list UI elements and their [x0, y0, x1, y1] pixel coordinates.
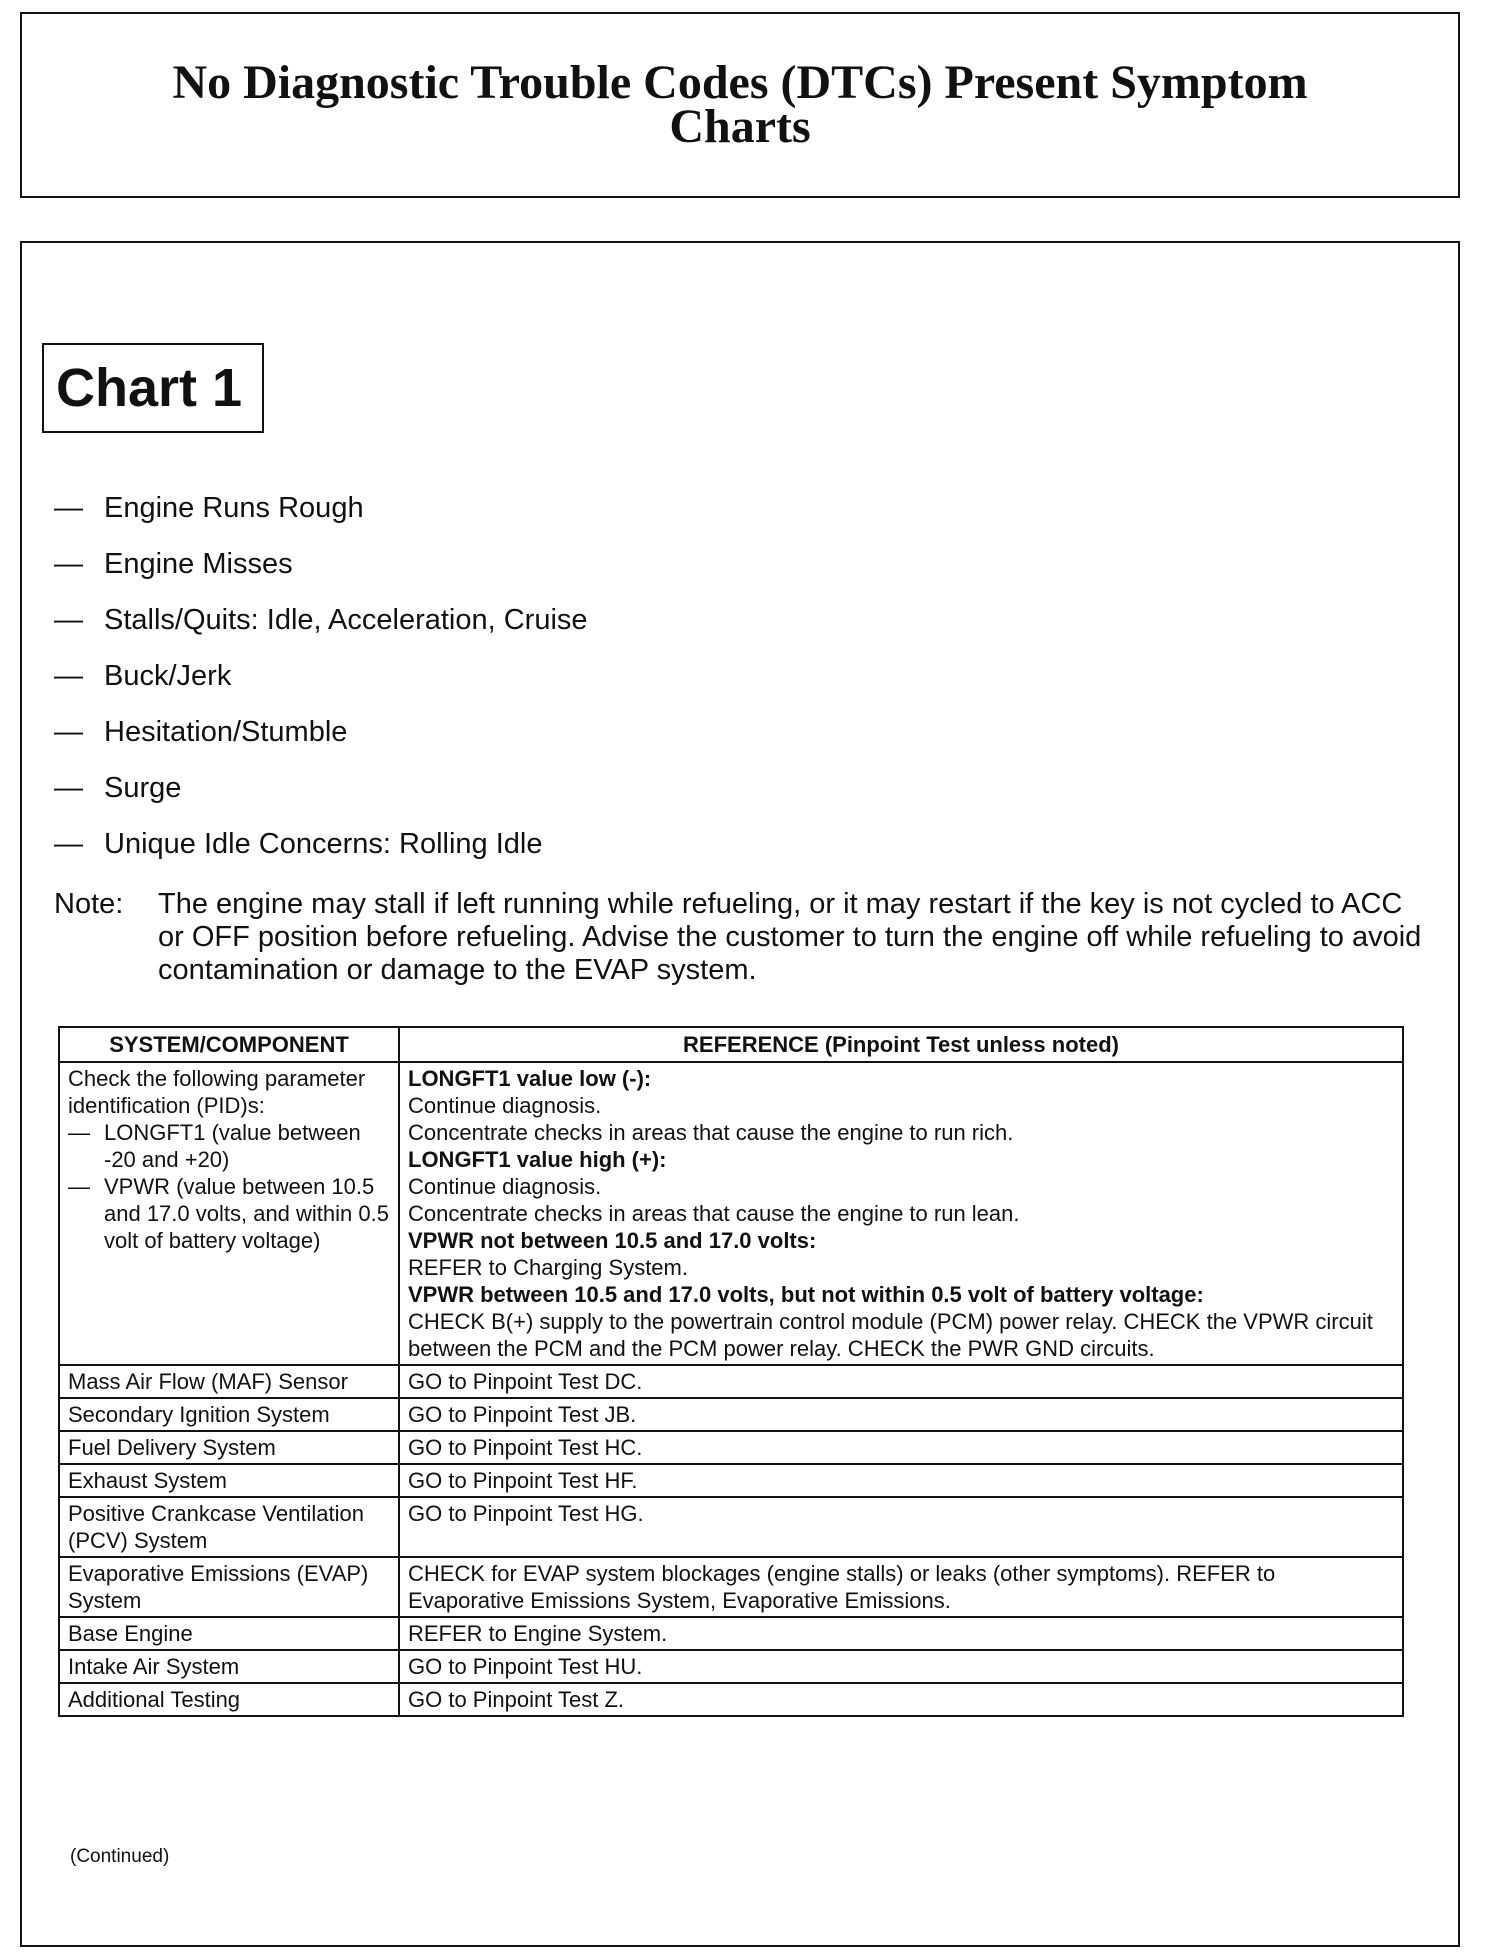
list-item [54, 659, 588, 715]
reference-cell: REFER to Engine System. [399, 1617, 1403, 1650]
dash-glyph: — [54, 492, 83, 524]
table-row [59, 1650, 1403, 1683]
reference-cell [399, 1062, 1403, 1365]
list-item [54, 771, 588, 827]
component-cell [59, 1062, 399, 1365]
reference-line: REFER to Charging System. [408, 1255, 688, 1280]
pid-item [68, 1119, 390, 1173]
table-row [59, 1557, 1403, 1617]
reference-cell: GO to Pinpoint Test Z. [399, 1683, 1403, 1716]
list-item [54, 827, 588, 883]
table-row [59, 1431, 1403, 1464]
reference-cell: GO to Pinpoint Test HU. [399, 1650, 1403, 1683]
reference-line: CHECK B(+) supply to the powertrain control module (PCM) power relay. CHECK the VPWR circuit between the PCM and the PCM power relay. CHECK the PWR GND circuits. [408, 1309, 1373, 1361]
reference-table [58, 1026, 1404, 1717]
table-header-row [59, 1027, 1403, 1062]
page-title-line-1: No Diagnostic Trouble Codes (DTCs) Present Symptom [172, 56, 1308, 109]
reference-cell: GO to Pinpoint Test JB. [399, 1398, 1403, 1431]
symptom-text: Surge [104, 772, 182, 804]
dash-glyph: — [54, 716, 83, 748]
component-cell: Evaporative Emissions (EVAP) System [59, 1557, 399, 1617]
reference-heading: VPWR between 10.5 and 17.0 volts, but not within 0.5 volt of battery voltage: [408, 1282, 1204, 1307]
reference-line: Concentrate checks in areas that cause the engine to run rich. [408, 1120, 1014, 1145]
symptom-list [54, 491, 588, 883]
table-row [59, 1062, 1403, 1365]
table-row [59, 1464, 1403, 1497]
component-cell: Exhaust System [59, 1464, 399, 1497]
dash-glyph: — [68, 1120, 90, 1145]
continued-note: (Continued) [70, 1846, 170, 1867]
reference-cell: GO to Pinpoint Test HC. [399, 1431, 1403, 1464]
component-cell: Positive Crankcase Ventilation (PCV) System [59, 1497, 399, 1557]
list-item [54, 715, 588, 771]
table-row [59, 1365, 1403, 1398]
pid-item [68, 1173, 390, 1254]
note-text: The engine may stall if left running while refueling, or it may restart if the key is not cycled to ACC or OFF position before refueling. Advise the customer to turn the engine off while refueling to avoid contamination or damage to the EVAP system. [158, 888, 1422, 986]
reference-line: Continue diagnosis. [408, 1174, 602, 1199]
table-row [59, 1683, 1403, 1716]
symptom-text: Engine Misses [104, 548, 293, 580]
list-item [54, 603, 588, 659]
title-box [20, 12, 1460, 198]
chart-panel [20, 241, 1460, 1947]
table-row [59, 1617, 1403, 1650]
note-label: Note: [54, 888, 124, 920]
dash-glyph: — [54, 772, 83, 804]
dash-glyph: — [54, 548, 83, 580]
reference-cell: GO to Pinpoint Test HF. [399, 1464, 1403, 1497]
table-row [59, 1398, 1403, 1431]
dash-glyph: — [54, 660, 83, 692]
component-cell: Secondary Ignition System [59, 1398, 399, 1431]
pid-item-text: VPWR (value between 10.5 and 17.0 volts, and within 0.5 volt of battery voltage) [104, 1174, 389, 1253]
chart-label: Chart 1 [42, 343, 264, 433]
reference-cell: GO to Pinpoint Test DC. [399, 1365, 1403, 1398]
component-cell: Base Engine [59, 1617, 399, 1650]
dash-glyph: — [54, 828, 83, 860]
symptom-text: Engine Runs Rough [104, 492, 364, 524]
note [54, 888, 1434, 987]
component-cell: Additional Testing [59, 1683, 399, 1716]
reference-cell: GO to Pinpoint Test HG. [399, 1497, 1403, 1557]
symptom-text: Hesitation/Stumble [104, 716, 348, 748]
symptom-text: Buck/Jerk [104, 660, 232, 692]
component-cell: Mass Air Flow (MAF) Sensor [59, 1365, 399, 1398]
list-item [54, 491, 588, 547]
reference-line: Continue diagnosis. [408, 1093, 602, 1118]
page-title-line-2: Charts [669, 100, 811, 153]
reference-cell: CHECK for EVAP system blockages (engine stalls) or leaks (other symptoms). REFER to Evaporative Emissions System, Evaporative Emissions. [399, 1557, 1403, 1617]
list-item [54, 547, 588, 603]
table-row [59, 1497, 1403, 1557]
symptom-text: Stalls/Quits: Idle, Acceleration, Cruise [104, 604, 588, 636]
column-header-reference: REFERENCE (Pinpoint Test unless noted) [399, 1027, 1403, 1062]
reference-heading: LONGFT1 value high (+): [408, 1147, 667, 1172]
pid-intro: Check the following parameter identification (PID)s: [68, 1066, 366, 1118]
symptom-text: Unique Idle Concerns: Rolling Idle [104, 828, 543, 860]
component-cell: Intake Air System [59, 1650, 399, 1683]
reference-line: Concentrate checks in areas that cause the engine to run lean. [408, 1201, 1020, 1226]
reference-heading: VPWR not between 10.5 and 17.0 volts: [408, 1228, 817, 1253]
reference-heading: LONGFT1 value low (-): [408, 1066, 652, 1091]
pid-item-text: LONGFT1 (value between -20 and +20) [104, 1120, 361, 1172]
dash-glyph: — [68, 1174, 90, 1199]
component-cell: Fuel Delivery System [59, 1431, 399, 1464]
dash-glyph: — [54, 604, 83, 636]
column-header-component: SYSTEM/COMPONENT [59, 1027, 399, 1062]
